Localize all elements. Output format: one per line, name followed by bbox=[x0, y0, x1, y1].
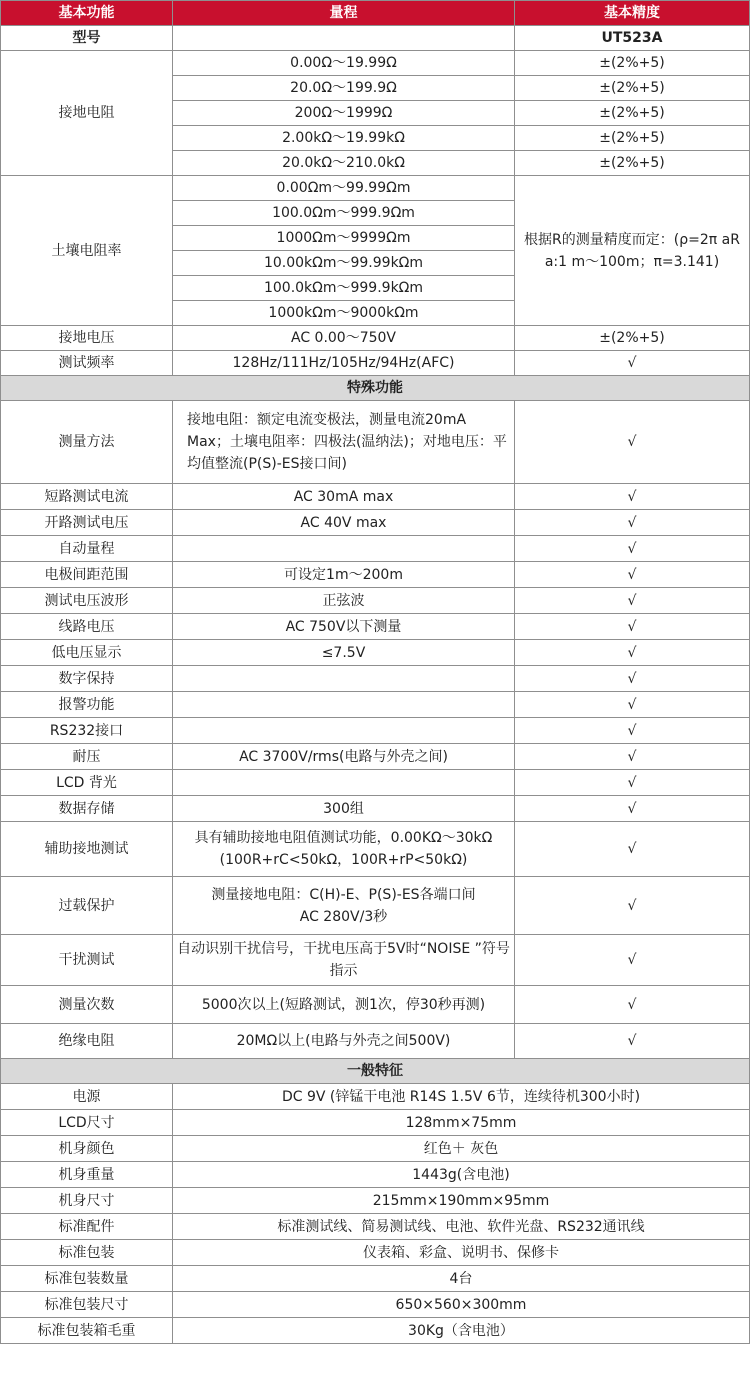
range-cell: 20.0Ω～199.9Ω bbox=[173, 76, 515, 101]
check-mark: √ bbox=[515, 986, 750, 1024]
table-row bbox=[1, 1162, 750, 1188]
range-cell: 100.0kΩm～999.9kΩm bbox=[173, 276, 515, 301]
range-cell: 0.00Ωm～99.99Ωm bbox=[173, 176, 515, 201]
section-title-special: 特殊功能 bbox=[1, 376, 750, 401]
test-frequency-label: 测试频率 bbox=[1, 351, 173, 376]
range-cell: 2.00kΩ～19.99kΩ bbox=[173, 126, 515, 151]
range-cell: 128Hz/111Hz/105Hz/94Hz(AFC) bbox=[173, 351, 515, 376]
row-value bbox=[173, 770, 515, 796]
check-mark: √ bbox=[515, 1024, 750, 1059]
check-mark: √ bbox=[515, 614, 750, 640]
ground-voltage-label: 接地电压 bbox=[1, 326, 173, 351]
check-mark: √ bbox=[515, 770, 750, 796]
row-value: 128mm×75mm bbox=[173, 1110, 750, 1136]
row-label: 开路测试电压 bbox=[1, 510, 173, 536]
row-label: LCD尺寸 bbox=[1, 1110, 173, 1136]
row-value: 正弦波 bbox=[173, 588, 515, 614]
row-label: 数据存储 bbox=[1, 796, 173, 822]
table-row bbox=[1, 718, 750, 744]
row-value: 20MΩ以上(电路与外壳之间500V) bbox=[173, 1024, 515, 1059]
accuracy-cell: ±(2%+5) bbox=[515, 151, 750, 176]
row-value: AC 30mA max bbox=[173, 484, 515, 510]
table-row bbox=[1, 562, 750, 588]
row-value: ≤7.5V bbox=[173, 640, 515, 666]
table-row bbox=[1, 1240, 750, 1266]
row-value: 可设定1m～200m bbox=[173, 562, 515, 588]
check-mark: √ bbox=[515, 822, 750, 877]
check-mark: √ bbox=[515, 935, 750, 986]
table-row bbox=[1, 877, 750, 935]
row-label: 机身重量 bbox=[1, 1162, 173, 1188]
header-accuracy: 基本精度 bbox=[515, 1, 750, 26]
row-label: 标准包装 bbox=[1, 1240, 173, 1266]
table-row bbox=[1, 640, 750, 666]
check-mark: √ bbox=[515, 401, 750, 484]
row-value: DC 9V (锌锰干电池 R14S 1.5V 6节，连续待机300小时) bbox=[173, 1084, 750, 1110]
row-value: 接地电阻：额定电流变极法，测量电流20mA Max；土壤电阻率：四极法(温纳法)；对地电压：平均值整流(P(S)-ES接口间) bbox=[173, 401, 515, 484]
section-row-general bbox=[1, 1059, 750, 1084]
row-label: 过载保护 bbox=[1, 877, 173, 935]
row-label: 自动量程 bbox=[1, 536, 173, 562]
check-mark: √ bbox=[515, 588, 750, 614]
row-value: 215mm×190mm×95mm bbox=[173, 1188, 750, 1214]
row-label: 标准包装箱毛重 bbox=[1, 1318, 173, 1344]
check-mark: √ bbox=[515, 877, 750, 935]
accuracy-cell: ±(2%+5) bbox=[515, 126, 750, 151]
table-row bbox=[1, 1266, 750, 1292]
range-cell: 100.0Ωm～999.9Ωm bbox=[173, 201, 515, 226]
table-row bbox=[1, 614, 750, 640]
row-value: 5000次以上(短路测试，测1次，停30秒再测) bbox=[173, 986, 515, 1024]
section-row-special bbox=[1, 376, 750, 401]
row-label: 测量次数 bbox=[1, 986, 173, 1024]
row-value: 红色＋ 灰色 bbox=[173, 1136, 750, 1162]
accuracy-cell: ±(2%+5) bbox=[515, 101, 750, 126]
soil-resistivity-label: 土壤电阻率 bbox=[1, 176, 173, 326]
table-row bbox=[1, 326, 750, 351]
range-cell: 20.0kΩ～210.0kΩ bbox=[173, 151, 515, 176]
check-mark: √ bbox=[515, 744, 750, 770]
table-row bbox=[1, 1024, 750, 1059]
range-cell: 1000kΩm～9000kΩm bbox=[173, 301, 515, 326]
row-value: 4台 bbox=[173, 1266, 750, 1292]
table-row bbox=[1, 1214, 750, 1240]
table-row bbox=[1, 484, 750, 510]
range-cell: 10.00kΩm～99.99kΩm bbox=[173, 251, 515, 276]
row-label: 机身尺寸 bbox=[1, 1188, 173, 1214]
table-row bbox=[1, 986, 750, 1024]
range-cell: 1000Ωm～9999Ωm bbox=[173, 226, 515, 251]
model-row bbox=[1, 26, 750, 51]
table-row bbox=[1, 796, 750, 822]
row-value: 具有辅助接地电阻值测试功能，0.00KΩ～30kΩ (100R+rC<50kΩ，100R+rP<50kΩ) bbox=[173, 822, 515, 877]
table-row bbox=[1, 1292, 750, 1318]
table-row bbox=[1, 1110, 750, 1136]
range-cell: AC 0.00～750V bbox=[173, 326, 515, 351]
soil-resistivity-accuracy: 根据R的测量精度而定：(ρ=2π aR a:1 m～100m；π=3.141) bbox=[515, 176, 750, 326]
row-value bbox=[173, 536, 515, 562]
row-label: 线路电压 bbox=[1, 614, 173, 640]
table-row bbox=[1, 770, 750, 796]
row-value: 自动识别干扰信号，干扰电压高于5V时“NOISE ”符号指示 bbox=[173, 935, 515, 986]
row-label: 耐压 bbox=[1, 744, 173, 770]
row-label: 测量方法 bbox=[1, 401, 173, 484]
row-label: 报警功能 bbox=[1, 692, 173, 718]
table-row bbox=[1, 176, 750, 201]
table-row bbox=[1, 935, 750, 986]
table-row bbox=[1, 1084, 750, 1110]
model-range bbox=[173, 26, 515, 51]
table-row bbox=[1, 692, 750, 718]
table-row bbox=[1, 510, 750, 536]
table-row bbox=[1, 588, 750, 614]
check-mark: √ bbox=[515, 640, 750, 666]
row-label: LCD 背光 bbox=[1, 770, 173, 796]
check-mark: √ bbox=[515, 351, 750, 376]
table-row bbox=[1, 1188, 750, 1214]
header-function: 基本功能 bbox=[1, 1, 173, 26]
model-value: UT523A bbox=[515, 26, 750, 51]
accuracy-cell: ±(2%+5) bbox=[515, 326, 750, 351]
check-mark: √ bbox=[515, 796, 750, 822]
range-cell: 0.00Ω～19.99Ω bbox=[173, 51, 515, 76]
row-label: 干扰测试 bbox=[1, 935, 173, 986]
row-label: 低电压显示 bbox=[1, 640, 173, 666]
row-value: 标准测试线、简易测试线、电池、软件光盘、RS232通讯线 bbox=[173, 1214, 750, 1240]
row-value: 30Kg（含电池） bbox=[173, 1318, 750, 1344]
row-value: 300组 bbox=[173, 796, 515, 822]
row-label: 电源 bbox=[1, 1084, 173, 1110]
row-value: 测量接地电阻：C(H)-E、P(S)-ES各端口间AC 280V/3秒 bbox=[173, 877, 515, 935]
table-row bbox=[1, 1136, 750, 1162]
row-value: AC 750V以下测量 bbox=[173, 614, 515, 640]
row-label: 标准包装尺寸 bbox=[1, 1292, 173, 1318]
check-mark: √ bbox=[515, 562, 750, 588]
row-label: RS232接口 bbox=[1, 718, 173, 744]
ground-resistance-label: 接地电阻 bbox=[1, 51, 173, 176]
row-label: 标准包装数量 bbox=[1, 1266, 173, 1292]
row-value: AC 40V max bbox=[173, 510, 515, 536]
row-label: 辅助接地测试 bbox=[1, 822, 173, 877]
table-row bbox=[1, 401, 750, 484]
row-value: 仪表箱、彩盒、说明书、保修卡 bbox=[173, 1240, 750, 1266]
row-value: 1443g(含电池) bbox=[173, 1162, 750, 1188]
check-mark: √ bbox=[515, 692, 750, 718]
header-range: 量程 bbox=[173, 1, 515, 26]
check-mark: √ bbox=[515, 536, 750, 562]
table-row bbox=[1, 744, 750, 770]
table-row bbox=[1, 351, 750, 376]
table-row bbox=[1, 822, 750, 877]
accuracy-cell: ±(2%+5) bbox=[515, 76, 750, 101]
check-mark: √ bbox=[515, 484, 750, 510]
table-row bbox=[1, 666, 750, 692]
table-row bbox=[1, 51, 750, 76]
row-value bbox=[173, 692, 515, 718]
table-row bbox=[1, 1318, 750, 1344]
check-mark: √ bbox=[515, 510, 750, 536]
row-label: 绝缘电阻 bbox=[1, 1024, 173, 1059]
range-cell: 200Ω～1999Ω bbox=[173, 101, 515, 126]
check-mark: √ bbox=[515, 718, 750, 744]
accuracy-cell: ±(2%+5) bbox=[515, 51, 750, 76]
check-mark: √ bbox=[515, 666, 750, 692]
row-label: 测试电压波形 bbox=[1, 588, 173, 614]
section-title-general: 一般特征 bbox=[1, 1059, 750, 1084]
row-label: 标准配件 bbox=[1, 1214, 173, 1240]
row-label: 机身颜色 bbox=[1, 1136, 173, 1162]
row-label: 短路测试电流 bbox=[1, 484, 173, 510]
row-value: 650×560×300mm bbox=[173, 1292, 750, 1318]
row-value bbox=[173, 718, 515, 744]
row-label: 数字保持 bbox=[1, 666, 173, 692]
table-row bbox=[1, 536, 750, 562]
header-row bbox=[1, 1, 750, 26]
model-label: 型号 bbox=[1, 26, 173, 51]
row-value: AC 3700V/rms(电路与外壳之间) bbox=[173, 744, 515, 770]
row-value bbox=[173, 666, 515, 692]
row-label: 电极间距范围 bbox=[1, 562, 173, 588]
